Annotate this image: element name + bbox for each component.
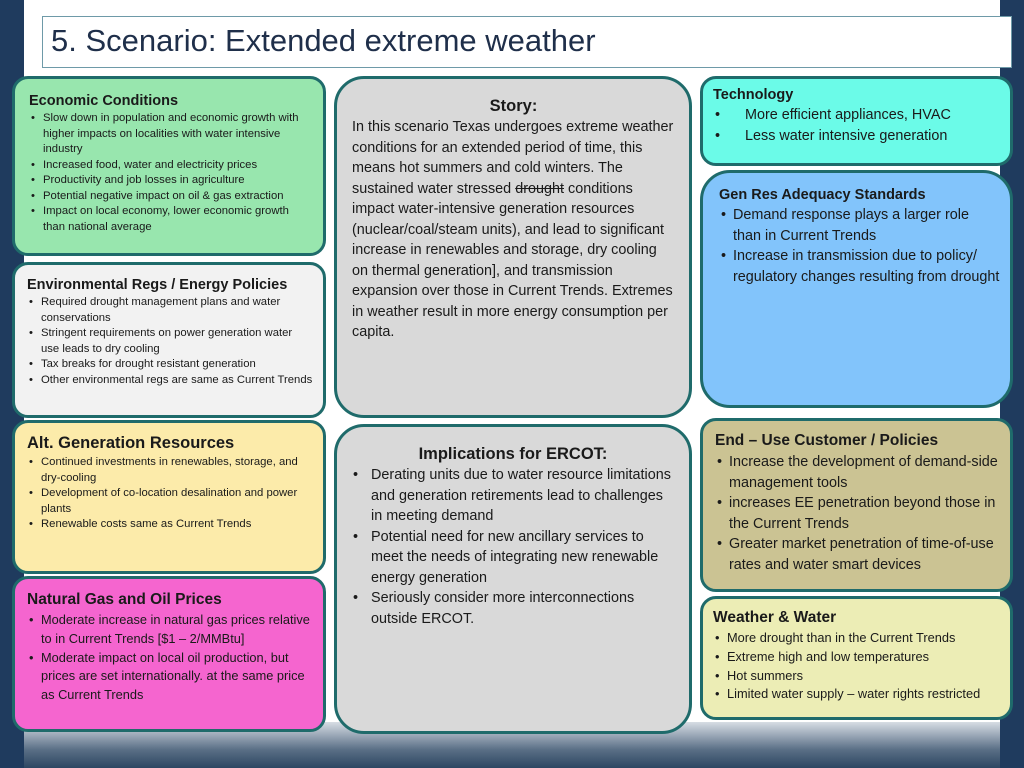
list-item: • Moderate impact on local oil production, but prices are set internationally. at the same price as Current Trends [27,649,313,705]
list-item: • Seriously consider more interconnections outside ERCOT. [351,588,675,629]
implications-list [351,465,675,629]
list-item: • Demand response plays a larger role than in Current Trends [719,205,1000,246]
list-item: • Increase in transmission due to policy/ regulatory changes resulting from drought [719,246,1000,287]
list-item: • More drought than in the Current Trends [713,629,1000,648]
list-item: • Moderate increase in natural gas prices relative to in Current Trends [$1 – 2/MMBtu] [27,611,313,649]
list-item: • Stringent requirements on power generation water use leads to dry cooling [27,326,313,357]
gen-res-adequacy-box [700,170,1013,408]
list-item: • Increased food, water and electricity prices [29,158,311,174]
story-text [352,117,675,343]
story-text-part: In this scenario Texas undergoes extreme weather conditions for an extended period of time, this means hot summers and cold winters. The sustained water stressed [352,119,674,197]
weather-water-list [713,629,1000,704]
gas-oil-prices-box [12,576,326,732]
story-heading: Story: [489,97,538,115]
technology-box [700,76,1013,166]
environmental-regs-heading: Environmental Regs / Energy Policies [27,277,288,293]
economic-conditions-heading: Economic Conditions [29,93,179,109]
weather-water-heading: Weather & Water [713,609,837,626]
gen-res-adequacy-list [719,205,1000,287]
title-box [42,16,1012,68]
end-use-customer-box [700,418,1013,592]
list-item: • Potential negative impact on oil & gas extraction [29,189,311,205]
implications-box [334,424,692,734]
list-item: • Productivity and job losses in agriculture [29,173,311,189]
list-item: • Continued investments in renewables, storage, and dry-cooling [27,455,313,486]
economic-conditions-list [29,111,311,235]
end-use-customer-heading: End – Use Customer / Policies [715,432,939,449]
list-item: • Greater market penetration of time-of-use rates and water smart devices [715,534,1000,575]
environmental-regs-box [12,262,326,418]
gas-oil-prices-list [27,611,313,705]
struck-word: drought [515,180,564,197]
list-item: • Impact on local economy, lower economic growth than national average [29,204,311,235]
list-item: • Derating units due to water resource limitations and generation retirements lead to challenges in meeting demand [351,465,675,527]
story-box [334,76,692,418]
economic-conditions-box [12,76,326,256]
list-item: • Tax breaks for drought resistant generation [27,357,313,373]
list-item: • Slow down in population and economic growth with higher impacts on localities with water intensive industry [29,111,311,158]
implications-heading: Implications for ERCOT: [418,445,608,463]
story-text-part: conditions impact water-intensive generation resources (nuclear/coal/steam units), and lead to significant increase in renewables and storage, dry cooling on thermal generation], and transmission expansion over those in Current Trends. Extremes in weather result in more energy consumption per capita. [352,180,673,340]
list-item: • Development of co-location desalination and power plants [27,486,313,517]
list-item: • Extreme high and low temperatures [713,648,1000,667]
environmental-regs-list [27,295,313,388]
list-item: • Other environmental regs are same as Current Trends [27,373,313,389]
slide-title: 5. Scenario: Extended extreme weather [51,23,596,58]
gas-oil-prices-heading: Natural Gas and Oil Prices [27,591,222,608]
gen-res-adequacy-heading: Gen Res Adequacy Standards [719,187,926,203]
list-item: • Renewable costs same as Current Trends [27,517,313,533]
list-item: • Hot summers [713,667,1000,686]
weather-water-box [700,596,1013,720]
list-item: • Potential need for new ancillary services to meet the needs of integrating new renewable energy generation [351,527,675,589]
list-item: • Less water intensive generation [713,126,1000,147]
end-use-customer-list [715,452,1000,575]
alt-generation-heading: Alt. Generation Resources [27,434,235,452]
list-item: • More efficient appliances, HVAC [713,105,1000,126]
list-item: • Required drought management plans and water conservations [27,295,313,326]
list-item: • Limited water supply – water rights restricted [713,685,1000,704]
alt-generation-list [27,455,313,533]
list-item: • increases EE penetration beyond those in the Current Trends [715,493,1000,534]
technology-heading: Technology [713,87,794,103]
technology-list [713,105,1000,146]
list-item: • Increase the development of demand-side management tools [715,452,1000,493]
alt-generation-box [12,420,326,574]
